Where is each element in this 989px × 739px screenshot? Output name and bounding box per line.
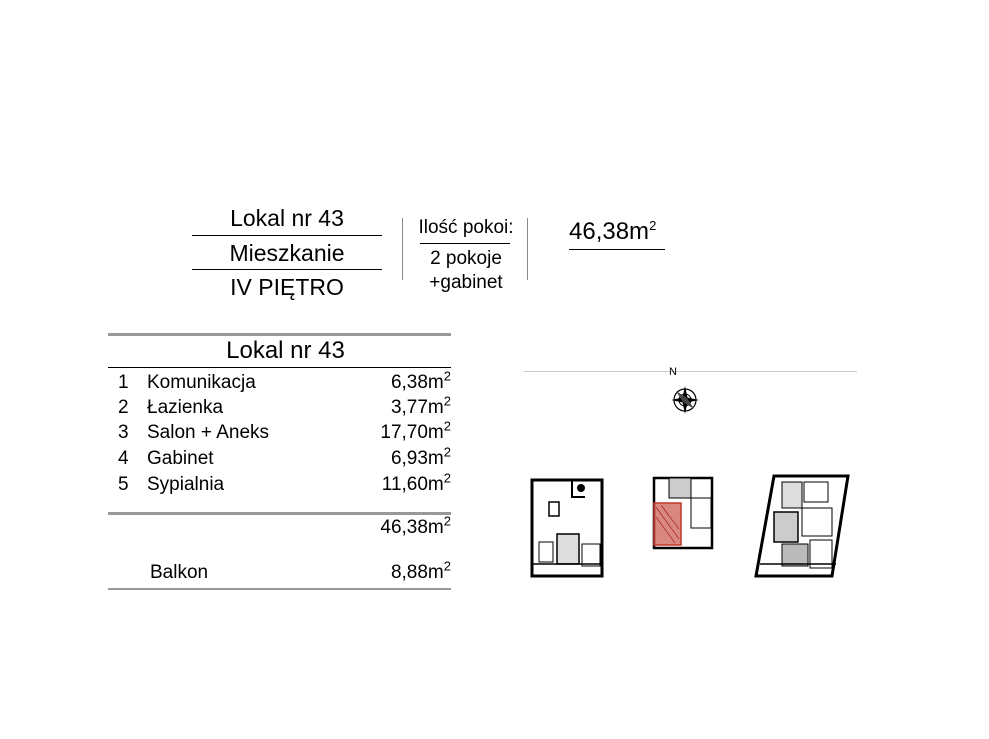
total-area-value: 46,38m [569,218,650,245]
room-area-value: 6,93m [390,448,444,469]
balcony-area-value: 8,88m [390,562,444,583]
room-number: 3 [118,422,129,443]
room-area [301,393,451,420]
total-area-sup: 2 [649,218,657,233]
header-vertical-divider-right [527,218,528,280]
room-row [108,418,451,445]
room-area [301,470,451,497]
room-name: Komunikacja [147,372,256,393]
header-type: Mieszkanie [229,240,345,266]
room-area-sup: 2 [443,418,451,434]
room-row [108,393,451,420]
room-name: Łazienka [147,397,224,418]
balcony-label: Balkon [150,562,209,583]
room-area-sup: 2 [443,393,451,409]
building-plan-right [752,472,852,582]
header-divider-1 [192,235,382,236]
balcony-area [301,558,451,585]
building-plan-left [527,472,607,582]
rooms-divider [420,243,510,244]
room-name: Sypialnia [147,474,225,495]
total-area [569,218,656,246]
compass [668,366,704,416]
room-area-sup: 2 [443,470,451,486]
rooms-value: 2 pokoje [430,248,502,269]
room-area-sup: 2 [443,368,451,384]
rooms-extra: +gabinet [429,272,503,293]
room-row [108,470,451,497]
header-floor: IV PIĘTRO [230,274,344,300]
room-number: 4 [118,448,129,469]
balcony-area-sup: 2 [443,558,451,574]
room-number: 1 [118,372,129,393]
balcony-row [108,558,451,585]
room-area-value: 11,60m [381,474,444,495]
header-vertical-divider-left [402,218,403,280]
room-number: 2 [118,397,129,418]
table-title: Lokal nr 43 [226,337,345,364]
room-area [301,444,451,471]
table-title-rule [108,367,451,368]
sum-area-sup: 2 [443,513,451,529]
rooms-label: Ilość pokoi: [418,217,514,238]
table-sum-rule [108,512,451,515]
compass-icon [668,376,704,416]
room-area-value: 3,77m [390,397,444,418]
room-area-value: 17,70m [380,422,444,443]
sum-area [301,513,451,540]
compass-label: N [669,366,677,378]
room-row [108,368,451,395]
room-row [108,444,451,471]
room-number: 5 [118,474,129,495]
room-area-value: 6,38m [390,372,444,393]
room-area [301,418,451,445]
highlighted-unit [654,503,681,545]
room-area-sup: 2 [443,444,451,460]
room-name: Salon + Aneks [147,422,270,443]
table-bottom-rule [108,588,451,590]
sum-area-value: 46,38m [380,517,444,538]
room-area [301,368,451,395]
sum-row [108,513,451,540]
table-top-rule [108,333,451,336]
room-name: Gabinet [147,448,214,469]
header-divider-2 [192,269,382,270]
header-lokal-title: Lokal nr 43 [230,205,344,231]
building-plan-middle [651,473,719,553]
total-area-underline [569,249,665,250]
